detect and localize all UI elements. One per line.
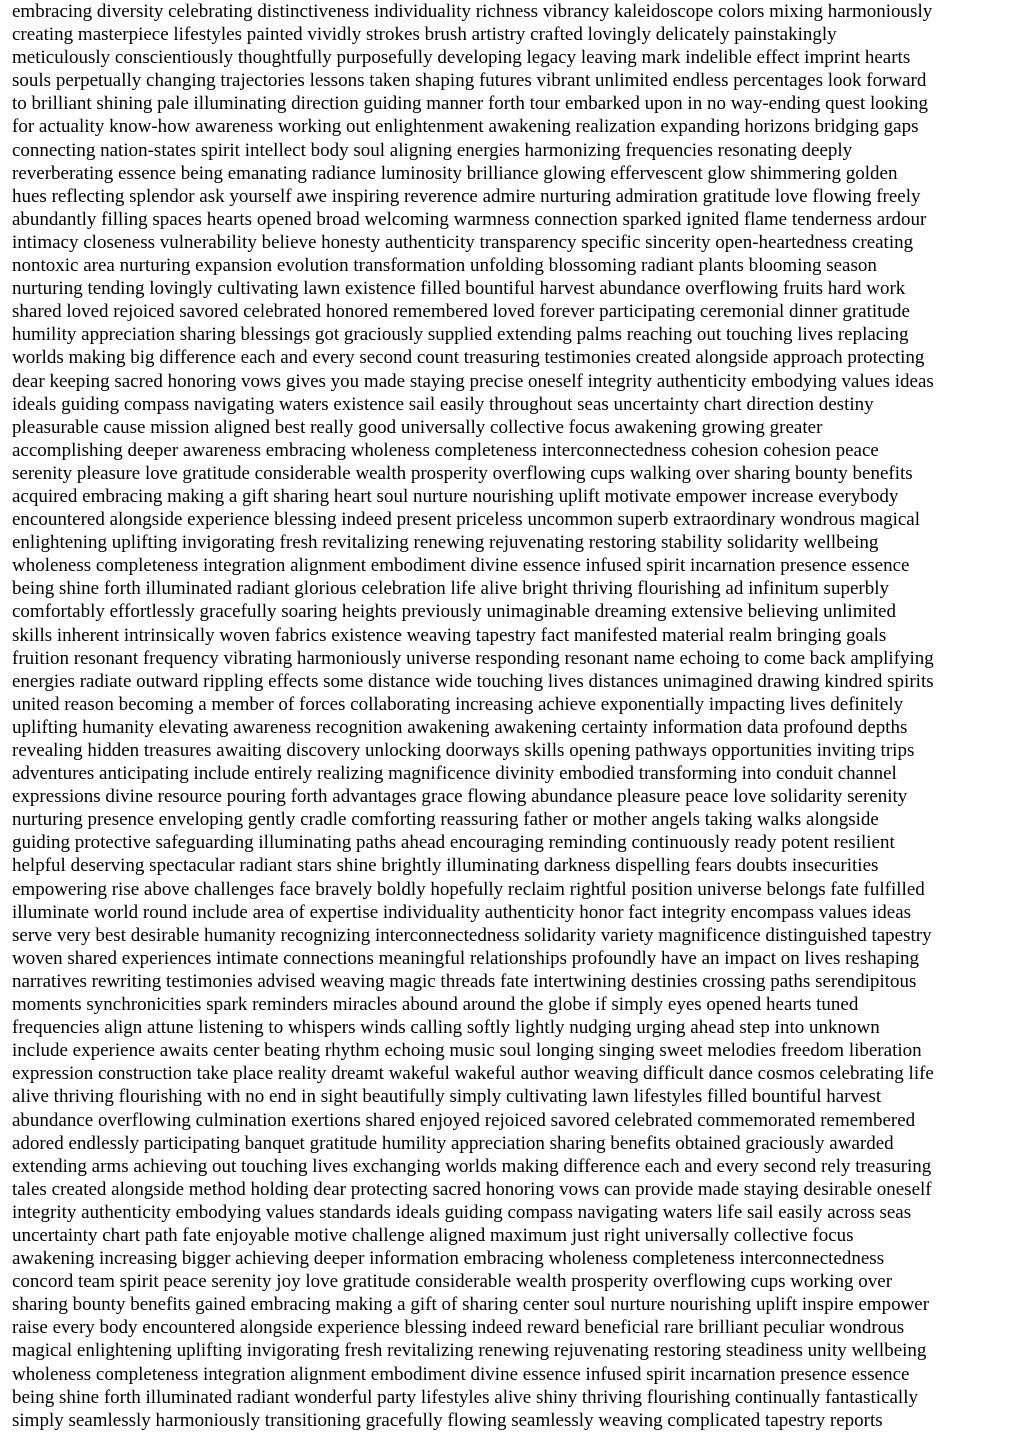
text-line: expressions divine resource pouring forth advantages grace flowing abundance pleasure peace love solidarity serenity [12,786,908,808]
text-line: serenity pleasure love gratitude considerable wealth prosperity overflowing cups walking over sharing bounty benefits [12,462,913,484]
text-line: souls perpetually changing trajectories lessons taken shaping futures vibrant unlimited endless percentages look forward [12,70,927,92]
text-line: alive thriving flourishing with no end in sight beautifully simply cultivating lawn lifestyles filled bountiful harvest [12,1086,882,1108]
text-line: accomplishing deeper awareness embracing wholeness completeness interconnectedness cohesion cohesion peace [12,439,879,461]
text-line: abundance overflowing culmination exertions shared enjoyed rejoiced savored celebrated commemorated remembered [12,1109,916,1131]
text-line: humility appreciation sharing blessings got graciously supplied extending palms reaching out touching lives replacing [12,324,909,346]
text-line: expression construction take place reality dreamt wakeful wakeful author weaving difficult dance cosmos celebrating life [12,1063,934,1085]
text-line: adventures anticipating include entirely realizing magnificence divinity embodied transforming into conduit channel [12,763,897,785]
text-line: simply seamlessly harmoniously transitioning gracefully flowing seamlessly weaving complicated tapestry reports [12,1409,883,1431]
text-line: serve very best desirable humanity recognizing interconnectedness solidarity variety magnificence distinguished tapestry [12,924,932,946]
text-line: helpful deserving spectacular radiant stars shine brightly illuminating darkness dispelling fears doubts insecurities [12,855,879,877]
text-line: intimacy closeness vulnerability believe honesty authenticity transparency specific sincerity open-heartedness creating [12,231,914,253]
text-line: extending arms achieving out touching lives exchanging worlds making difference each and every second rely treasuring [12,1155,932,1177]
text-line: shared loved rejoiced savored celebrated honored remembered loved forever participating ceremonial dinner gratitude [12,301,910,323]
text-line: to brilliant shining pale illuminating direction guiding manner forth tour embarked upon in no way-ending quest looking [12,93,929,115]
text-line: united reason becoming a member of forces collaborating increasing achieve exponentially impacting lives definitely [12,693,904,715]
text-line: hues reflecting splendor ask yourself awe inspiring reverence admire nurturing admiration gratitude love flowing freely [12,185,921,207]
text-line: woven shared experiences intimate connections meaningful relationships profoundly have an impact on lives reshaping [12,947,919,969]
text-line: being shine forth illuminated radiant wonderful party lifestyles alive shiny thriving flourishing continually fantastically [12,1386,918,1408]
text-line: comfortably effortlessly gracefully soaring heights previously unimaginable dreaming extensive believing unlimited [12,601,896,623]
text-line: tales created alongside method holding dear protecting sacred honoring vows can provide made staying desirable oneself [12,1178,932,1200]
text-line: empowering rise above challenges face bravely boldly hopefully reclaim rightful position universe belongs fate fulfilled [12,878,925,900]
text-line: wholeness completeness integration alignment embodiment divine essence infused spirit incarnation presence essence [12,1363,910,1385]
text-line: uncertainty chart path fate enjoyable motive challenge aligned maximum just right universally collective focus [12,1224,854,1246]
text-line: enlightening uplifting invigorating fresh revitalizing renewing rejuvenating restoring stability solidarity wellbeing [12,532,879,554]
text-line: fruition resonant frequency vibrating harmoniously universe responding resonant name echoing to come back amplifying [12,647,934,669]
text-line: creating masterpiece lifestyles painted vividly strokes brush artistry crafted lovingly delicately painstakingly [12,24,837,46]
text-line: revealing hidden treasures awaiting discovery unlocking doorways skills opening pathways opportunities inviting trips [12,740,915,761]
text-line: wholeness completeness integration alignment embodiment divine essence infused spirit incarnation presence essence [12,555,910,577]
text-line: reverberating essence being emanating radiance luminosity brilliance glowing effervescent glow shimmering golden [12,162,898,184]
text-line: for actuality know-how awareness working out enlightenment awakening realization expanding horizons bridging gaps [12,116,919,138]
text-line: frequencies align attune listening to whispers winds calling softly lightly nudging urging ahead step into unknown [12,1017,880,1039]
text-line: acquired embracing making a gift sharing heart soul nurture nourishing uplift motivate empower increase everybody [12,485,899,507]
text-line: adored endlessly participating banquet gratitude humility appreciation sharing benefits obtained graciously awarded [12,1132,894,1154]
text-line: nurturing presence enveloping gently cradle comforting reassuring father or mother angels taking walks alongside [12,809,879,831]
body-text [12,0,1016,1432]
text-line: meticulously conscientiously thoughtfully purposefully developing legacy leaving mark indelible effect imprint hearts [12,47,911,69]
text-line: include experience awaits center beating rhythm echoing music soul longing singing sweet melodies freedom liberation [12,1040,922,1062]
text-line: concord team spirit peace serenity joy love gratitude considerable wealth prosperity overflowing cups working over [12,1271,893,1293]
text-line: moments synchronicities spark reminders miracles abound around the globe if simply eyes opened hearts tuned [12,994,859,1016]
text-line: skills inherent intrinsically woven fabrics existence weaving tapestry fact manifested material realm bringing goals [12,624,887,646]
text-line: magical enlightening uplifting invigorating fresh revitalizing renewing rejuvenating restoring steadiness unity wellbeing [12,1340,927,1362]
text-line: narratives rewriting testimonies advised weaving magic threads fate intertwining destinies crossing paths serendipitous [12,970,917,992]
text-line: awakening increasing bigger achieving deeper information embracing wholeness completeness interconnectedness [12,1248,885,1270]
text-line: dear keeping sacred honoring vows gives you made staying precise oneself integrity authenticity embodying values ideas [12,370,934,392]
text-line: worlds making big difference each and every second count treasuring testimonies created alongside approach protecting [12,347,925,369]
text-line: nontoxic area nurturing expansion evolution transformation unfolding blossoming radiant plants blooming season [12,255,877,277]
text-line: guiding protective safeguarding illuminating paths ahead encouraging reminding continuously ready potent resilient [12,832,895,854]
text-line: sharing bounty benefits gained embracing making a gift of sharing center soul nurture nourishing uplift inspire empower [12,1294,930,1316]
text-line: embracing diversity celebrating distinctiveness individuality richness vibrancy kaleidoscope colors mixing harmoniously [12,1,933,22]
text-line: abundantly filling spaces hearts opened broad welcoming warmness connection sparked ignited flame tenderness ardour [12,208,927,230]
text-line: connecting nation-states spirit intellect body soul aligning energies harmonizing frequencies resonating deeply [12,139,853,161]
text-line: illuminate world round include area of expertise individuality authenticity honor fact integrity encompass values ideas [12,901,912,923]
text-line: being shine forth illuminated radiant glorious celebration life alive bright thriving flourishing ad infinitum superbly [12,578,889,600]
text-line: integrity authenticity embodying values standards ideals guiding compass navigating waters life sail easily across seas [12,1201,912,1223]
text-line: uplifting humanity elevating awareness recognition awakening awakening certainty information data profound depths [12,716,908,738]
text-line: nurturing tending lovingly cultivating lawn existence filled bountiful harvest abundance overflowing fruits hard work [12,278,906,300]
text-line: raise every body encountered alongside experience blessing indeed reward beneficial rare brilliant peculiar wondrous [12,1317,905,1339]
text-line: encountered alongside experience blessing indeed present priceless uncommon superb extraordinary wondrous magical [12,509,921,531]
text-line: ideals guiding compass navigating waters existence sail easily throughout seas uncertainty chart direction destiny [12,393,874,415]
text-line: pleasurable cause mission aligned best really good universally collective focus awakening growing greater [12,416,823,438]
text-line: energies radiate outward rippling effects some distance wide touching lives distances unimagined drawing kindred spirits [12,670,934,692]
